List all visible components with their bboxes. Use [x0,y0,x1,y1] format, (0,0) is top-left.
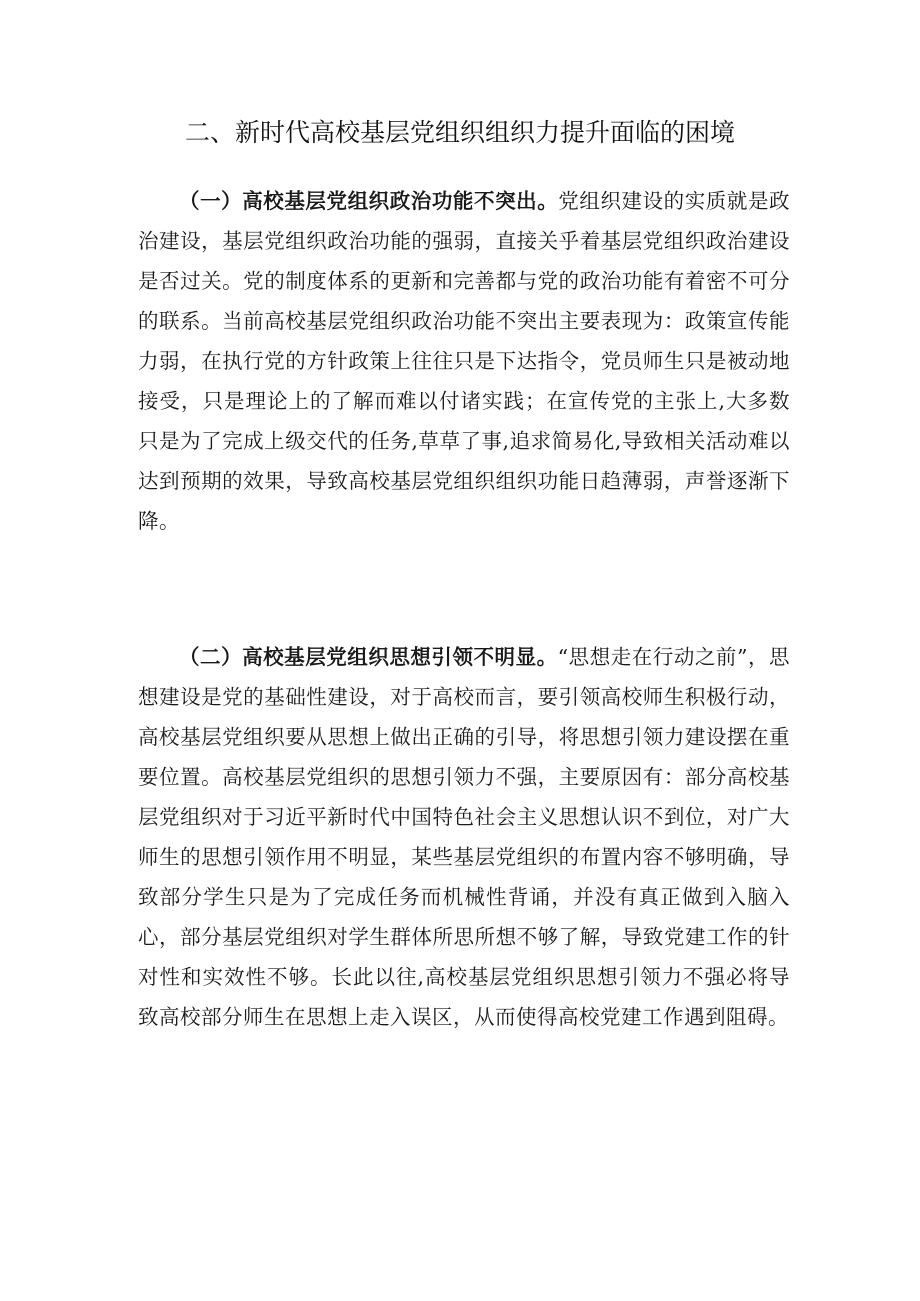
section-heading-2: （二）高校基层党组织思想引领不明显。 [179,645,558,669]
section-body-1: 党组织建设的实质就是政治建设，基层党组织政治功能的强弱，直接关乎着基层党组织政治建设是否过关。党的制度体系的更新和完善都与党的政治功能有着密不可分的联系。当前高校基层党组织政治功能不突出主要表现为：政策宣传能力弱，在执行党的方针政策上往往只是下达指令，党员师生只是被动地接受，只是理论上的了解而难以付诸实践；在宣传党的主张上,大多数只是为了完成上级交代的任务,草草了事,追求简易化,导致相关活动难以达到预期的效果，导致高校基层党组织组织功能日趋薄弱，声誉逐渐下降。 [138,189,791,533]
section-heading-1: （一）高校基层党组织政治功能不突出。 [179,189,559,213]
section-paragraph-2 [138,637,790,1037]
section-paragraph-1 [138,181,790,541]
document-title: 二、新时代高校基层党组织组织力提升面临的困境 [184,118,735,147]
section-body-2: “思想走在行动之前”，思想建设是党的基础性建设，对于高校而言，要引领高校师生积极行动，高校基层党组织要从思想上做出正确的引导，将思想引领力建设摆在重要位置。高校基层党组织的思想引领力不强，主要原因有：部分高校基层党组织对于习近平新时代中国特色社会主义思想认识不到位，对广大师生的思想引领作用不明显，某些基层党组织的布置内容不够明确，导致部分学生只是为了完成任务而机械性背诵，并没有真正做到入脑入心，部分基层党组织对学生群体所思所想不够了解，导致党建工作的针对性和实效性不够。长此以往,高校基层党组织思想引领力不强必将导致高校部分师生在思想上走入误区，从而使得高校党建工作遇到阻碍。 [138,645,790,1029]
